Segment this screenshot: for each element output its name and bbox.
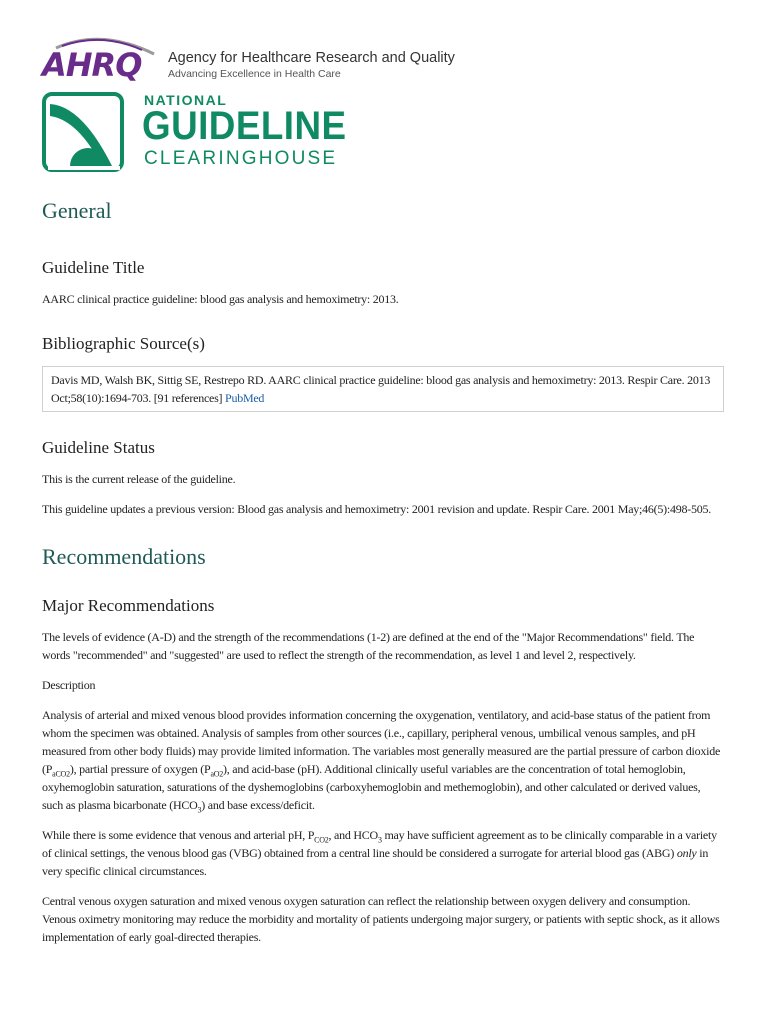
ahrq-logo[interactable] <box>42 34 502 84</box>
agency-tagline: Advancing Excellence in Health Care <box>168 68 341 80</box>
ngc-clearinghouse-text: CLEARINGHOUSE <box>144 148 338 169</box>
section-heading-general: General <box>42 198 112 223</box>
ngc-badge-icon <box>42 92 124 172</box>
bibliographic-source-label: Bibliographic Source(s) <box>42 334 205 353</box>
status-paragraph-1: This is the current release of the guideline. <box>42 472 236 486</box>
main-content <box>42 196 724 958</box>
recommendations-intro: The levels of evidence (A-D) and the strength of the recommendations (1-2) are defined at the end of the "Major Recommendations" field. The words "recommended" and "suggested" are used to reflect the strength of the recommendation, as level 1 and level 2, respectively. <box>42 630 695 662</box>
pubmed-link[interactable]: PubMed <box>225 391 265 405</box>
guideline-status-label: Guideline Status <box>42 438 155 457</box>
description-paragraph-1: Analysis of arterial and mixed venous blood provides information concerning the oxygenation, ventilatory, and acid-base status of the patient from whom the specimen was obtained. Analysis of samples from other sources (i.e., capillary, peripheral venous, umbilical venous samples, and pH measured from other body fluids) may provide limited information. The variables most generally measured are the partial pressure of carbon dioxide $(P_{aCO2})$, partial pressure of oxygen $(P_{aO2})$, and acid-base (pH). Additional clinically useful variables are the concentration of total hemoglobin, oxyhemoglobin saturation, saturations of the dyshemoglobins (carboxyhemoglobin and methemoglobin), and other calculated or derived values, such as plasma bicarbonate $(HCO_3)$ and base excess/deficit. <box>42 708 721 815</box>
bibliographic-source-box <box>42 366 724 412</box>
description-paragraph-2: While there is some evidence that venous and arterial pH, $P_{CO2}$, and $HCO_3$ may have sufficient agreement as to be clinically comparable in a variety of clinical settings, the venous blood gas (VBG) obtained from a central line should be considered a surrogate for arterial blood gas (ABG) only in very specific clinical circumstances. <box>42 828 717 878</box>
agency-name: Agency for Healthcare Research and Quality <box>168 50 455 66</box>
guideline-title-value: AARC clinical practice guideline: blood gas analysis and hemoximetry: 2013. <box>42 292 399 306</box>
ngc-logo[interactable] <box>42 90 372 174</box>
bibliographic-source-text: Davis MD, Walsh BK, Sittig SE, Restrepo RD. AARC clinical practice guideline: blood gas analysis and hemoximetry: 2013. Respir Care. 2013 Oct;58(10):1694-703. [91 references] <box>51 373 711 405</box>
ahrq-wordmark: AHRQ <box>42 46 142 84</box>
description-paragraph-3: Central venous oxygen saturation and mixed venous oxygen saturation can reflect the relationship between oxygen delivery and consumption. Venous oximetry monitoring may reduce the morbidity and mortality of patients undergoing major surgery, or patients with septic shock, as it allows implementation of early goal-directed therapies. <box>42 894 720 944</box>
ngc-guideline-text: GUIDELINE <box>142 104 347 148</box>
description-label: Description <box>42 678 96 692</box>
ngc-national-text: NATIONAL <box>144 92 228 108</box>
status-paragraph-2: This guideline updates a previous version: Blood gas analysis and hemoximetry: 2001 revision and update. Respir Care. 2001 May;46(5):498-505. <box>42 502 711 516</box>
section-heading-recommendations: Recommendations <box>42 544 206 569</box>
major-recommendations-label: Major Recommendations <box>42 596 215 615</box>
guideline-title-label: Guideline Title <box>42 258 145 277</box>
